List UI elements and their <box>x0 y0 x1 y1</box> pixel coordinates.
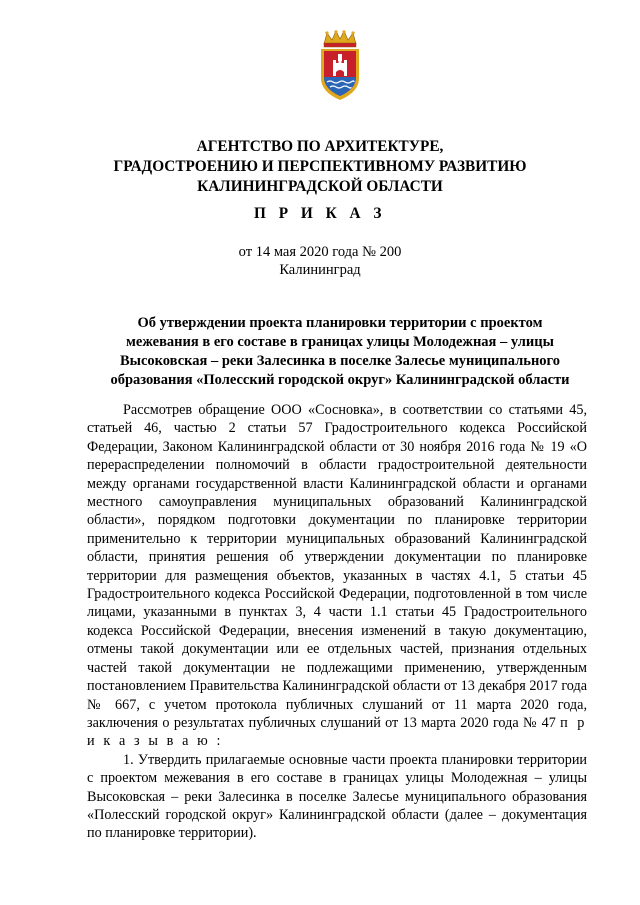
subject-line: Об утверждении проекта планировки территории с проектом <box>137 315 543 331</box>
agency-name <box>60 137 580 197</box>
kaliningrad-coat-of-arms-icon <box>318 30 362 102</box>
subject-line: Высоковская – реки Залесинка в поселке Залесье муниципального <box>119 353 561 369</box>
document-type-heading: П Р И К А З <box>254 205 386 222</box>
document-date-block <box>60 243 580 279</box>
document-body <box>87 401 587 843</box>
agency-line: ГРАДОСТРОЕНИЮ И ПЕРСПЕКТИВНОМУ РАЗВИТИЮ <box>113 158 527 175</box>
document-subject <box>97 314 583 390</box>
preamble-text: Рассмотрев обращение ООО «Сосновка», в соответствии со статьями 45, статьей 46, частью 2 статьи 57 Градостроительного кодекса Российской Федерации, Законом Калининградской области от 30 ноября 2016 года № 19 «О перераспределении полномочий в области градостроительной деятельности между органами государственной власти Калининградской области и органами местного самоуправления муниципальных образований Калининградской области», порядком подготовки документации по планировке территории применительно к территории муниципальных образований Калининградской области, принятия решения об утверждении документации по планировке территории для размещения объектов, указанных в частях 4.1, 5 статьи 45 Градостроительного кодекса Российской Федерации, подготовленной в том числе лицами, указанными в пунктах 3, 4 части 1.1 статьи 45 Градостроительного кодекса Российской Федерации, внесения изменений в такую документацию, отмены такой документации или ее отдельных частей, признания отдельных частей такой документации не подлежащими применению, утвержденным постановлением Правительства Калининградской области от 13 декабря 2017 года № 667, с учетом протокола публичных слушаний от 11 марта 2020 года, заключения о результатах публичных слушаний от 13 марта 2020 года № 47 <box>87 402 587 731</box>
agency-line: АГЕНТСТВО ПО АРХИТЕКТУРЕ, <box>196 138 444 155</box>
order-word: п р и к а з ы в а ю : <box>87 714 587 750</box>
subject-line: образования «Полесский городской округ» Калининградской области <box>110 372 570 388</box>
agency-line: КАЛИНИНГРАДСКОЙ ОБЛАСТИ <box>197 178 443 195</box>
date-and-number: от 14 мая 2020 года № 200 <box>238 244 402 260</box>
preamble-paragraph <box>87 401 587 751</box>
subject-line: межевания в его составе в границах улицы Молодежная – улицы <box>126 334 554 350</box>
city-name: Калининград <box>279 262 361 278</box>
clause-paragraph: 1. Утвердить прилагаемые основные части проекта планировки территории с проектом межевания в его составе в границах улицы Молодежная – улицы Высоковская – реки Залесинка в поселке Залесье муниципального образования «Полесский городской округ» Калининградской области (далее – документация по планировке территории). <box>87 751 587 842</box>
